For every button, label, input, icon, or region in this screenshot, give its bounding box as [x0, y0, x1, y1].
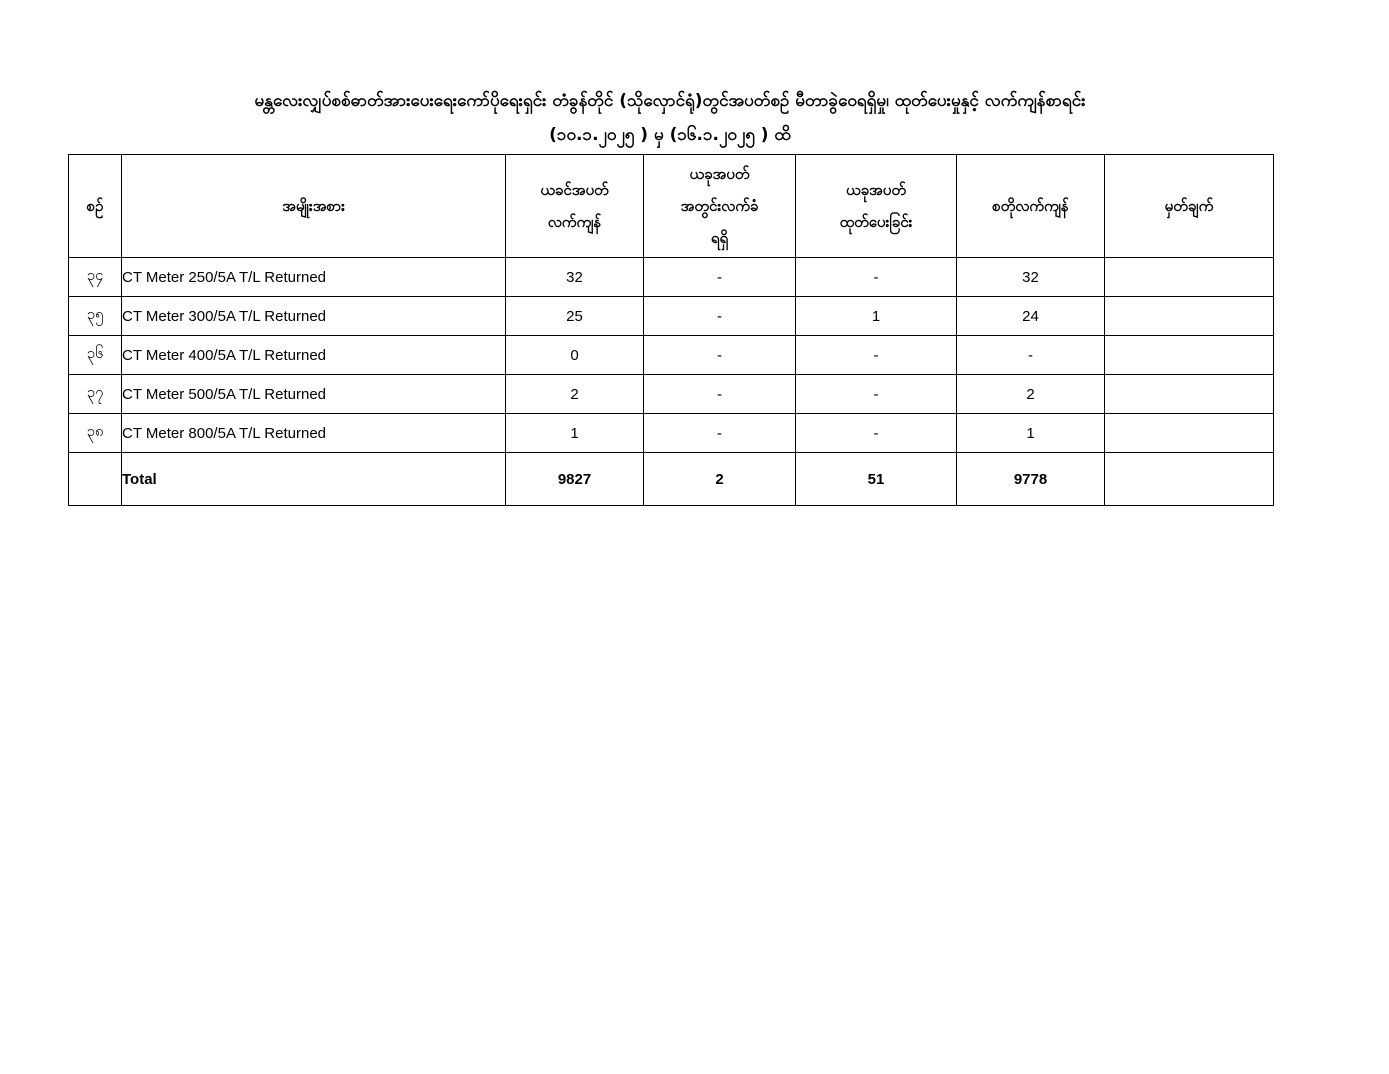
header-no: စဉ် — [69, 155, 122, 258]
row-received: - — [644, 375, 796, 414]
row-received: - — [644, 336, 796, 375]
header-prev-balance — [506, 155, 644, 258]
row-no: ၃၇ — [69, 375, 122, 414]
row-prev-balance: 2 — [506, 375, 644, 414]
page-title: မန္တလေးလျှပ်စစ်ဓာတ်အားပေးရေးကော်ပိုရေးရှင်း တံခွန်တိုင် (သိုလှောင်ရုံ)တွင်အပတ်စဉ် မီတာခွဲဝေရရှိမှု၊ ထုတ်ပေးမှုနှင့် လက်ကျန်စာရင်း — [254, 91, 1086, 111]
header-received-line-3: ရရှိ — [710, 229, 729, 247]
row-prev-balance: 1 — [506, 414, 644, 453]
row-balance: 2 — [957, 375, 1105, 414]
table-row — [69, 414, 1274, 453]
row-issued: - — [796, 336, 957, 375]
row-item: CT Meter 250/5A T/L Returned — [122, 258, 506, 297]
row-received: - — [644, 297, 796, 336]
row-remarks — [1105, 414, 1274, 453]
total-row — [69, 453, 1274, 506]
row-no: ၃၆ — [69, 336, 122, 375]
date-range-subtitle: (၁၀.၁.၂၀၂၅ ) မှ (၁၆.၁.၂၀၂၅ ) ထိ — [549, 125, 791, 145]
table-row — [69, 336, 1274, 375]
row-received: - — [644, 414, 796, 453]
table-header-row — [69, 155, 1274, 258]
header-issued-line-2: ထုတ်ပေးခြင်း — [839, 213, 913, 231]
header-issued-line-1: ယခုအပတ် — [846, 181, 906, 199]
row-no: ၃၄ — [69, 258, 122, 297]
row-remarks — [1105, 336, 1274, 375]
total-remarks — [1105, 453, 1274, 506]
row-balance: 1 — [957, 414, 1105, 453]
total-no-cell — [69, 453, 122, 506]
table-row — [69, 258, 1274, 297]
header-balance: စတိုလက်ကျန် — [957, 155, 1105, 258]
header-prev-balance-line-2: လက်ကျန် — [547, 213, 602, 231]
row-prev-balance: 25 — [506, 297, 644, 336]
row-issued: - — [796, 414, 957, 453]
row-remarks — [1105, 297, 1274, 336]
row-item: CT Meter 800/5A T/L Returned — [122, 414, 506, 453]
row-issued: 1 — [796, 297, 957, 336]
row-item: CT Meter 400/5A T/L Returned — [122, 336, 506, 375]
row-prev-balance: 32 — [506, 258, 644, 297]
table-row — [69, 297, 1274, 336]
row-item: CT Meter 300/5A T/L Returned — [122, 297, 506, 336]
row-issued: - — [796, 375, 957, 414]
header-received-line-1: ယခုအပတ် — [689, 165, 750, 183]
table-row — [69, 375, 1274, 414]
row-remarks — [1105, 258, 1274, 297]
row-balance: 24 — [957, 297, 1105, 336]
row-issued: - — [796, 258, 957, 297]
row-balance: - — [957, 336, 1105, 375]
row-item: CT Meter 500/5A T/L Returned — [122, 375, 506, 414]
total-balance: 9778 — [957, 453, 1105, 506]
row-no: ၃၅ — [69, 297, 122, 336]
row-no: ၃၈ — [69, 414, 122, 453]
total-label: Total — [122, 453, 506, 506]
meter-inventory-table — [68, 154, 1274, 506]
header-received-line-2: အတွင်းလက်ခံ — [680, 197, 759, 215]
row-remarks — [1105, 375, 1274, 414]
total-issued: 51 — [796, 453, 957, 506]
row-prev-balance: 0 — [506, 336, 644, 375]
header-remarks: မှတ်ချက် — [1105, 155, 1274, 258]
row-received: - — [644, 258, 796, 297]
header-prev-balance-line-1: ယခင်အပတ် — [540, 181, 609, 199]
row-balance: 32 — [957, 258, 1105, 297]
header-issued — [796, 155, 957, 258]
total-prev-balance: 9827 — [506, 453, 644, 506]
total-received: 2 — [644, 453, 796, 506]
header-item: အမျိုးအစား — [122, 155, 506, 258]
header-received — [644, 155, 796, 258]
